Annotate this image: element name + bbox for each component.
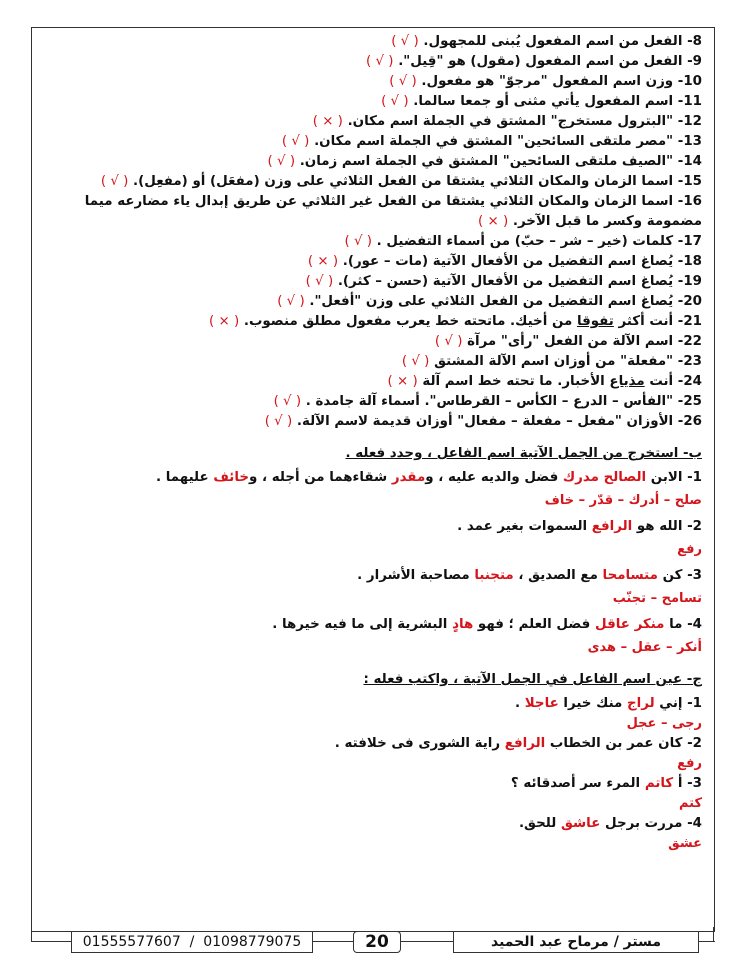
statement-text: يُصاغ اسم التفضيل من الأفعال الآتية (مات – عور). (342, 254, 674, 269)
statement-text: "البترول مستخرج" المشتق في الجملة اسم مكان. (347, 114, 674, 129)
answer-text: أنكر – عقل – هدى (587, 640, 702, 655)
page-footer (31, 930, 715, 960)
question-text: الله هو (632, 519, 683, 534)
answer-mark: ( √ ) (277, 294, 305, 309)
question-row: 3- كن متسامحا مع الصديق ، متجنبا مصاحبة الأشرار . (357, 568, 702, 583)
statement-row: 25- "الفأس – الدرع – الكأس – القرطاس". أسماء آلة جامدة . ( √ ) (273, 394, 702, 409)
statement-number: 18 (683, 254, 702, 269)
statement-number: 24 (683, 374, 702, 389)
statement-number: 8 (692, 34, 702, 49)
question-text: عليهما . (156, 470, 214, 485)
question-text: مررت برجل (600, 816, 683, 831)
section-heading: ج- عين اسم الفاعل في الجمل الآتية ، واكتب فعله : (363, 672, 702, 687)
question-text: فضل العلم ؛ فهو (473, 617, 595, 632)
statement-row: 13- "مصر ملتقى السائحين" المشتق في الجملة اسم مكان. ( √ ) (281, 134, 702, 149)
statement-row: 15- اسما الزمان والمكان الثلاثي يشتقا من الفعل الثلاثي على وزن (مفعَل) أو (مفعِل). ( √ ) (100, 174, 702, 189)
answer-mark: ( √ ) (264, 414, 293, 429)
question-text: شقاءهما من أجله ، و (249, 470, 392, 485)
question-row: 2- كان عمر بن الخطاب الرافع راية الشورى فى خلافته . (334, 736, 702, 751)
question-text: كن (657, 568, 683, 583)
highlighted-word: مدرك (562, 470, 599, 485)
question-number: 1 (692, 470, 702, 485)
footer-rule (313, 941, 353, 942)
statement-number: 17 (683, 234, 702, 249)
statement-number: 23 (683, 354, 702, 369)
statement-text: الأخبار. ما تحته خط اسم آلة (422, 374, 610, 389)
question-text: المرء سر أصدقائه ؟ (510, 776, 645, 791)
answer-mark: ( √ ) (381, 94, 409, 109)
statement-text: "الفأس – الدرع – الكأس – القرطاس". أسماء آلة جامدة . (305, 394, 674, 409)
statement-row: 20- يُصاغ اسم التفضيل من الفعل الثلاثي على وزن "أفعل". ( √ ) (277, 294, 702, 309)
page-number-text: 20 (365, 932, 389, 952)
section-c (36, 670, 710, 854)
question-text: الابن (646, 470, 683, 485)
statement-text: يُصاغ اسم التفضيل من الأفعال الآتية (حسن – كثر). (337, 274, 674, 289)
answer-mark: ( × ) (478, 214, 509, 229)
statement-number: 25 (683, 394, 702, 409)
statement-text: "مفعلة" من أوزان اسم الآلة المشتق (434, 354, 674, 369)
author-name (453, 931, 699, 953)
statement-text: اسما الزمان والمكان الثلاثي يشتقا من الفعل غير الثلاثي عن طريق إبدال ياء مضارعه ميما مضمومة وكسر ما قبل الآخر. (84, 194, 702, 229)
question-row: 3- أ كاتم المرء سر أصدقائه ؟ (510, 776, 702, 791)
statement-row: 10- وزن اسم المفعول "مرجوّ" هو مفعول. ( √ ) (389, 74, 702, 89)
question-text: . (515, 696, 525, 711)
answer-text: عشق (668, 836, 702, 851)
answer-text: رفع (677, 542, 702, 557)
statement-number: 19 (683, 274, 702, 289)
statement-number: 21 (683, 314, 702, 329)
question-text: ما (664, 617, 683, 632)
answer-mark: ( √ ) (344, 234, 372, 249)
statement-number: 20 (683, 294, 702, 309)
statement-text: الأوزان "مفعل – مفعلة – مفعال" أوزان قديمة لاسم الآلة. (296, 414, 674, 429)
highlighted-word: متجنبا (474, 568, 514, 583)
question-text: فضل والديه عليه ، و (425, 470, 563, 485)
statement-number: 14 (683, 154, 702, 169)
answer-mark: ( √ ) (281, 134, 310, 149)
highlighted-word: الصالح (603, 470, 647, 485)
question-text: إني (654, 696, 683, 711)
statement-row: 16- اسما الزمان والمكان الثلاثي يشتقا من الفعل غير الثلاثي عن طريق إبدال ياء مضارعه ميما مضمومة وكسر ما قبل الآخر. ( × ) (84, 194, 702, 229)
statement-text: "مصر ملتقى السائحين" المشتق في الجملة اسم مكان. (314, 134, 674, 149)
section-heading: ب- استخرج من الجمل الآتية اسم الفاعل ، وحدد فعله . (345, 446, 702, 461)
highlighted-word: هادٍ (452, 617, 474, 632)
highlighted-word: لراج (627, 696, 655, 711)
answer-text: رجى – عجل (626, 716, 702, 731)
answer-mark: ( × ) (209, 314, 240, 329)
statement-row: 17- كلمات (خير – شر – حبّ) من أسماء التفضيل . ( √ ) (344, 234, 702, 249)
answer-mark: ( √ ) (267, 154, 296, 169)
question-text: السموات بغير عمد . (457, 519, 592, 534)
highlighted-word: الرافع (504, 736, 546, 751)
true-false-list (36, 32, 710, 432)
statement-text: اسم الآلة من الفعل "رأى" مرآة (467, 334, 674, 349)
statement-row: 24- أنت مذياع الأخبار. ما تحته خط اسم آلة ( × ) (387, 374, 702, 389)
statement-number: 15 (683, 174, 702, 189)
statement-text: كلمات (خير – شر – حبّ) من أسماء التفضيل . (376, 234, 674, 249)
statement-row: 23- "مفعلة" من أوزان اسم الآلة المشتق ( √ ) (401, 354, 702, 369)
section-b (36, 444, 710, 658)
statement-text: الفعل من اسم المفعول (مقول) هو "قِيل". (398, 54, 683, 69)
phone-numbers (71, 931, 313, 953)
question-text: راية الشورى فى خلافته . (334, 736, 505, 751)
underlined-word: مذياع (609, 374, 645, 389)
footer-rule (31, 941, 71, 942)
phones-text: 01555577607 / 01098779075 (82, 934, 302, 950)
statement-text: من أخيك. ماتحته خط يعرب مفعول مطلق منصوب. (243, 314, 577, 329)
question-row: 2- الله هو الرافع السموات بغير عمد . (457, 519, 702, 534)
answer-mark: ( × ) (387, 374, 418, 389)
answer-text: كتم (678, 796, 702, 811)
statement-number: 10 (683, 74, 702, 89)
answer-text: تسامح – تجنّب (612, 591, 702, 606)
answer-mark: ( √ ) (391, 34, 419, 49)
answer-mark: ( √ ) (305, 274, 334, 289)
statement-row: 12- "البترول مستخرج" المشتق في الجملة اسم مكان. ( × ) (312, 114, 702, 129)
statement-row: 26- الأوزان "مفعل – مفعلة – مفعال" أوزان قديمة لاسم الآلة. ( √ ) (264, 414, 702, 429)
question-text: منك خيرا (558, 696, 627, 711)
statement-text: وزن اسم المفعول "مرجوّ" هو مفعول. (421, 74, 674, 89)
highlighted-word: خائف (213, 470, 249, 485)
statement-number: 16 (683, 194, 702, 209)
question-number: 4 (692, 816, 702, 831)
question-number: 2 (692, 736, 702, 751)
question-text: كان عمر بن الخطاب (545, 736, 683, 751)
question-text: مصاحبة الأشرار . (357, 568, 475, 583)
highlighted-word: متسامحا (602, 568, 658, 583)
answer-mark: ( √ ) (389, 74, 417, 89)
highlighted-word: مقدر (391, 470, 426, 485)
question-text: مع الصديق ، (513, 568, 603, 583)
question-text: للحق. (518, 816, 561, 831)
statement-row: 8- الفعل من اسم المفعول يُبنى للمجهول. ( √ ) (391, 34, 702, 49)
footer-rule (401, 941, 453, 942)
question-text: أ (673, 776, 683, 791)
question-number: 4 (692, 617, 702, 632)
highlighted-word: عاقل (595, 617, 630, 632)
statement-text: يُصاغ اسم التفضيل من الفعل الثلاثي على وزن "أفعل". (309, 294, 674, 309)
highlighted-word: كاتم (644, 776, 674, 791)
statement-text: أنت (644, 374, 674, 389)
statement-row: 21- أنت أكثر تفوقا من أخيك. ماتحته خط يعرب مفعول مطلق منصوب. ( × ) (209, 314, 702, 329)
statement-text: الفعل من اسم المفعول يُبنى للمجهول. (423, 34, 683, 49)
statement-number: 11 (683, 94, 702, 109)
answer-mark: ( √ ) (100, 174, 129, 189)
footer-tick (713, 927, 714, 942)
statement-number: 9 (692, 54, 702, 69)
question-number: 3 (692, 568, 702, 583)
statement-row: 9- الفعل من اسم المفعول (مقول) هو "قِيل". ( √ ) (366, 54, 702, 69)
question-number: 2 (692, 519, 702, 534)
question-row: 1- الابن الصالح مدرك فضل والديه عليه ، ومقدر شقاءهما من أجله ، وخائف عليهما . (156, 470, 702, 485)
answer-text: رفع (677, 756, 702, 771)
statement-text: "الصيف ملتقى السائحين" المشتق في الجملة اسم زمان. (299, 154, 674, 169)
highlighted-word: عاجلا (524, 696, 559, 711)
question-row: 1- إني لراج منك خيرا عاجلا . (515, 696, 702, 711)
question-number: 1 (692, 696, 702, 711)
question-row: 4- مررت برجل عاشق للحق. (518, 816, 702, 831)
statement-row: 19- يُصاغ اسم التفضيل من الأفعال الآتية (حسن – كثر). ( √ ) (305, 274, 702, 289)
page-number (353, 931, 401, 953)
statement-row: 11- اسم المفعول يأتي مثنى أو جمعا سالما. ( √ ) (381, 94, 702, 109)
highlighted-word: الرافع (591, 519, 633, 534)
statement-number: 12 (683, 114, 702, 129)
statement-text: أنت أكثر (613, 314, 674, 329)
statement-text: اسما الزمان والمكان الثلاثي يشتقا من الفعل الثلاثي على وزن (مفعَل) أو (مفعِل). (133, 174, 674, 189)
worksheet-content (36, 32, 710, 854)
answer-text: صلح – أدرك – قدّر – خاف (544, 493, 702, 508)
answer-mark: ( √ ) (273, 394, 302, 409)
answer-mark: ( × ) (312, 114, 343, 129)
highlighted-word: منكر (634, 617, 665, 632)
statement-row: 14- "الصيف ملتقى السائحين" المشتق في الجملة اسم زمان. ( √ ) (267, 154, 702, 169)
answer-mark: ( √ ) (434, 334, 463, 349)
highlighted-word: عاشق (560, 816, 601, 831)
statement-text: اسم المفعول يأتي مثنى أو جمعا سالما. (413, 94, 674, 109)
statement-row: 18- يُصاغ اسم التفضيل من الأفعال الآتية (مات – عور). ( × ) (307, 254, 702, 269)
answer-mark: ( √ ) (401, 354, 430, 369)
author-text: مستر / مرماح عبد الحميد (490, 934, 662, 950)
footer-tick (31, 927, 32, 942)
answer-mark: ( √ ) (366, 54, 394, 69)
statement-number: 13 (683, 134, 702, 149)
statement-number: 26 (683, 414, 702, 429)
statement-number: 22 (683, 334, 702, 349)
underlined-word: تفوقا (576, 314, 614, 329)
question-row: 4- ما منكر عاقل فضل العلم ؛ فهو هادٍ البشرية إلى ما فيه خيرها . (272, 617, 702, 632)
answer-mark: ( × ) (307, 254, 339, 269)
statement-row: 22- اسم الآلة من الفعل "رأى" مرآة ( √ ) (434, 334, 702, 349)
question-text: البشرية إلى ما فيه خيرها . (272, 617, 453, 632)
question-number: 3 (692, 776, 702, 791)
